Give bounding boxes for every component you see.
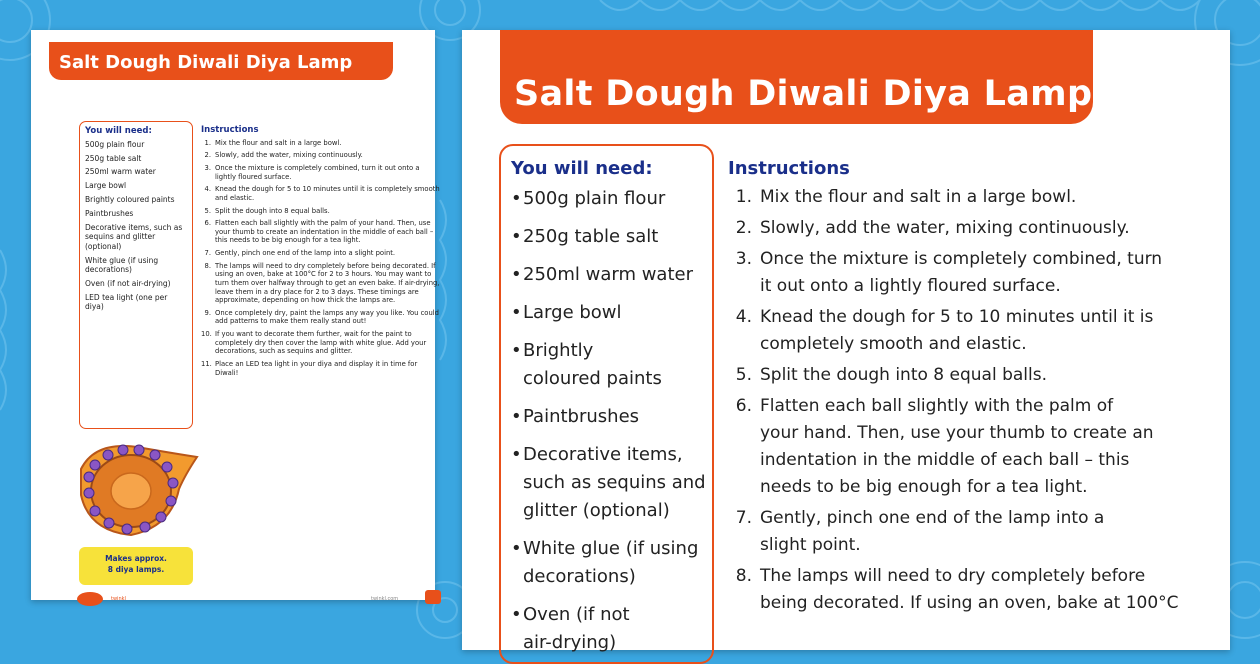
bullet: • [511, 538, 522, 559]
step-number: 1. [735, 187, 752, 207]
yield-note-line1: Makes approx. [105, 554, 167, 563]
need-item [511, 299, 712, 327]
bullet: • [511, 406, 522, 427]
thumbnail-step [201, 249, 441, 258]
step-text: The lamps will need to dry completely before being decorated. If using an oven, bake at 100°C for 2 to 3 hours. You may want to turn them over halfway through to get an even bake. If air-drying, leave them in a dry place for 2 to 3 days. These timings are approximate, depending on how thick the lamps are. [215, 261, 440, 305]
step-number: 10. [201, 330, 212, 339]
bullet: • [511, 302, 522, 323]
need-text [523, 261, 693, 289]
thumbnail-instructions [201, 125, 441, 381]
step-number: 5. [204, 206, 211, 215]
need-item [511, 403, 712, 431]
need-text [523, 185, 665, 213]
thumbnail-need-item: Decorative items, such as sequins and glitter (optional) [85, 222, 183, 251]
step-line: Slowly, add the water, mixing continuously. [760, 218, 1130, 238]
step-number: 11. [201, 359, 212, 368]
step-text [760, 304, 1153, 358]
step-number: 2. [204, 151, 211, 160]
step-number: 8. [204, 261, 211, 270]
step-text: Once the mixture is completely combined, turn it out onto a lightly floured surface. [215, 164, 420, 181]
step-number: 8. [735, 566, 752, 586]
bullet: • [511, 226, 522, 247]
step-number: 6. [735, 396, 752, 416]
need-text [523, 223, 658, 251]
needs-list [511, 185, 712, 657]
instructions-heading: Instructions [728, 158, 850, 179]
need-line: Oven (if not [523, 604, 630, 625]
step-text: Place an LED tea light in your diya and display it in time for Diwali! [215, 359, 418, 377]
instructions [728, 158, 1208, 621]
step [728, 246, 1208, 300]
step-text [760, 215, 1130, 242]
need-line: decorations) [523, 566, 636, 587]
thumbnail-instructions-heading: Instructions [201, 125, 259, 135]
step-text: If you want to decorate them further, wait for the paint to completely dry then cover the lamp with white glue. Add your decorations, such as sequins and glitter. [215, 330, 427, 356]
step-number: 7. [204, 249, 211, 258]
need-item [511, 185, 712, 213]
step-line: indentation in the middle of each ball – this [760, 450, 1130, 470]
need-line: glitter (optional) [523, 500, 670, 521]
step-line: Knead the dough for 5 to 10 minutes until it is [760, 307, 1154, 327]
need-item [511, 441, 712, 525]
step [728, 184, 1208, 211]
needs-box [499, 144, 714, 664]
need-item [511, 223, 712, 251]
thumbnail-step [201, 262, 441, 305]
step-line: slight point. [760, 535, 861, 555]
step-line: Split the dough into 8 equal balls. [760, 365, 1048, 385]
need-text [523, 535, 698, 591]
need-item [511, 601, 712, 657]
thumbnail-need-item: Oven (if not air-drying) [85, 278, 171, 288]
step-line: Mix the flour and salt in a large bowl. [760, 187, 1077, 207]
step [728, 505, 1208, 559]
step-text: Mix the flour and salt in a large bowl. [215, 138, 342, 147]
thumbnail-needs-box [79, 121, 193, 429]
step-line: Flatten each ball slightly with the palm of [760, 396, 1114, 416]
need-line: 500g plain flour [523, 188, 666, 209]
need-line: Brightly [523, 340, 594, 361]
step-text [760, 362, 1047, 389]
thumbnail-step [201, 185, 441, 202]
bullet: • [511, 604, 522, 625]
bullet: • [511, 264, 522, 285]
need-line: Decorative items, [523, 444, 683, 465]
bullet: • [511, 444, 522, 465]
step-text: Once completely dry, paint the lamps any way you like. You could add patterns to make them really stand out! [215, 308, 439, 326]
thumbnail-need-item: Paintbrushes [85, 209, 134, 218]
bullet: • [511, 188, 522, 209]
thumbnail-title: Salt Dough Diwali Diya Lamp [49, 42, 393, 80]
need-line: Large bowl [523, 302, 622, 323]
step-line: Gently, pinch one end of the lamp into a [760, 508, 1105, 528]
logo-text: twinkl [111, 596, 126, 602]
needs-heading: You will need: [511, 158, 653, 179]
thumbnail-need-item: 500g plain flour [85, 139, 145, 149]
need-line: 250g table salt [523, 226, 659, 247]
step-text: Knead the dough for 5 to 10 minutes until it is completely smooth and elastic. [215, 185, 440, 202]
thumbnail-need-item: 250ml warm water [85, 167, 156, 177]
step-number: 4. [204, 185, 211, 194]
step-line: it out onto a lightly floured surface. [760, 276, 1061, 296]
thumbnail-need-item: LED tea light (one per diya) [85, 292, 168, 311]
need-item [511, 535, 712, 591]
need-text [523, 299, 622, 327]
yield-note-line2: 8 diya lamps. [107, 564, 165, 574]
step-text [760, 393, 1154, 501]
step-text: Gently, pinch one end of the lamp into a slight point. [215, 249, 396, 258]
thumbnail-need-item: 250g table salt [85, 153, 142, 163]
thumbnail-needs-list [85, 140, 187, 312]
thumbnail-step [201, 219, 441, 245]
step-number: 3. [735, 249, 752, 269]
thumbnail-steps-list [201, 139, 441, 377]
step-number: 7. [735, 508, 752, 528]
need-item [511, 261, 712, 289]
footer-text: twinkl.com [371, 596, 399, 602]
need-line: White glue (if using [523, 538, 699, 559]
steps-list [728, 184, 1208, 617]
bullet: • [511, 340, 522, 361]
step [728, 563, 1208, 617]
step-text [760, 563, 1179, 617]
step [728, 362, 1208, 389]
need-text [523, 601, 630, 657]
step-number: 9. [204, 308, 211, 317]
step [728, 215, 1208, 242]
thumbnail-step [201, 360, 441, 377]
step-text: Split the dough into 8 equal balls. [215, 206, 330, 215]
main-page [462, 30, 1230, 653]
step-number: 4. [735, 307, 752, 327]
thumbnail-need-item: Large bowl [85, 181, 127, 191]
need-text [523, 441, 706, 525]
thumbnail-need-item: White glue (if using decorations) [85, 255, 159, 274]
step [728, 393, 1208, 501]
need-line: 250ml warm water [523, 264, 693, 285]
step [728, 304, 1208, 358]
page-title: Salt Dough Diwali Diya Lamp [500, 30, 1093, 124]
need-text [523, 403, 639, 431]
need-line: such as sequins and [523, 472, 706, 493]
need-line: Paintbrushes [523, 406, 640, 427]
thumbnail-step [201, 309, 441, 326]
step-line: needs to be big enough for a tea light. [760, 477, 1088, 497]
need-text [523, 337, 662, 393]
thumbnail-step [201, 330, 441, 356]
step-line: Once the mixture is completely combined, turn [760, 249, 1163, 269]
thumbnail-page [31, 30, 440, 602]
step-text [760, 505, 1104, 559]
step-number: 2. [735, 218, 752, 238]
thumbnail-need-item: Brightly coloured paints [85, 195, 175, 205]
step-text [760, 184, 1076, 211]
need-line: air-drying) [523, 632, 617, 653]
step-text: Slowly, add the water, mixing continuously. [215, 151, 363, 160]
thumbnail-step [201, 151, 441, 160]
step-line: completely smooth and elastic. [760, 334, 1027, 354]
badge-icon [425, 590, 441, 604]
step-line: your hand. Then, use your thumb to create an [760, 423, 1154, 443]
diya-lamp-illustration [75, 435, 201, 543]
need-item [511, 337, 712, 393]
step-line: The lamps will need to dry completely before [760, 566, 1146, 586]
thumbnail-yield-note [79, 547, 193, 585]
step-number: 1. [204, 138, 211, 147]
thumbnail-step [201, 139, 441, 148]
step-text: Flatten each ball slightly with the palm of your hand. Then, use your thumb to create an indentation in the middle of each ball – this needs to be big enough for a tea light. [215, 219, 434, 245]
need-line: coloured paints [523, 368, 662, 389]
thumbnail-step [201, 207, 441, 216]
step-number: 6. [204, 219, 211, 228]
twinkl-logo [77, 592, 103, 606]
thumbnail-step [201, 164, 441, 181]
step-number: 3. [204, 164, 211, 173]
step-line: being decorated. If using an oven, bake at 100°C [760, 593, 1179, 613]
step-text [760, 246, 1162, 300]
step-number: 5. [735, 365, 752, 385]
thumbnail-needs-heading: You will need: [85, 126, 152, 136]
